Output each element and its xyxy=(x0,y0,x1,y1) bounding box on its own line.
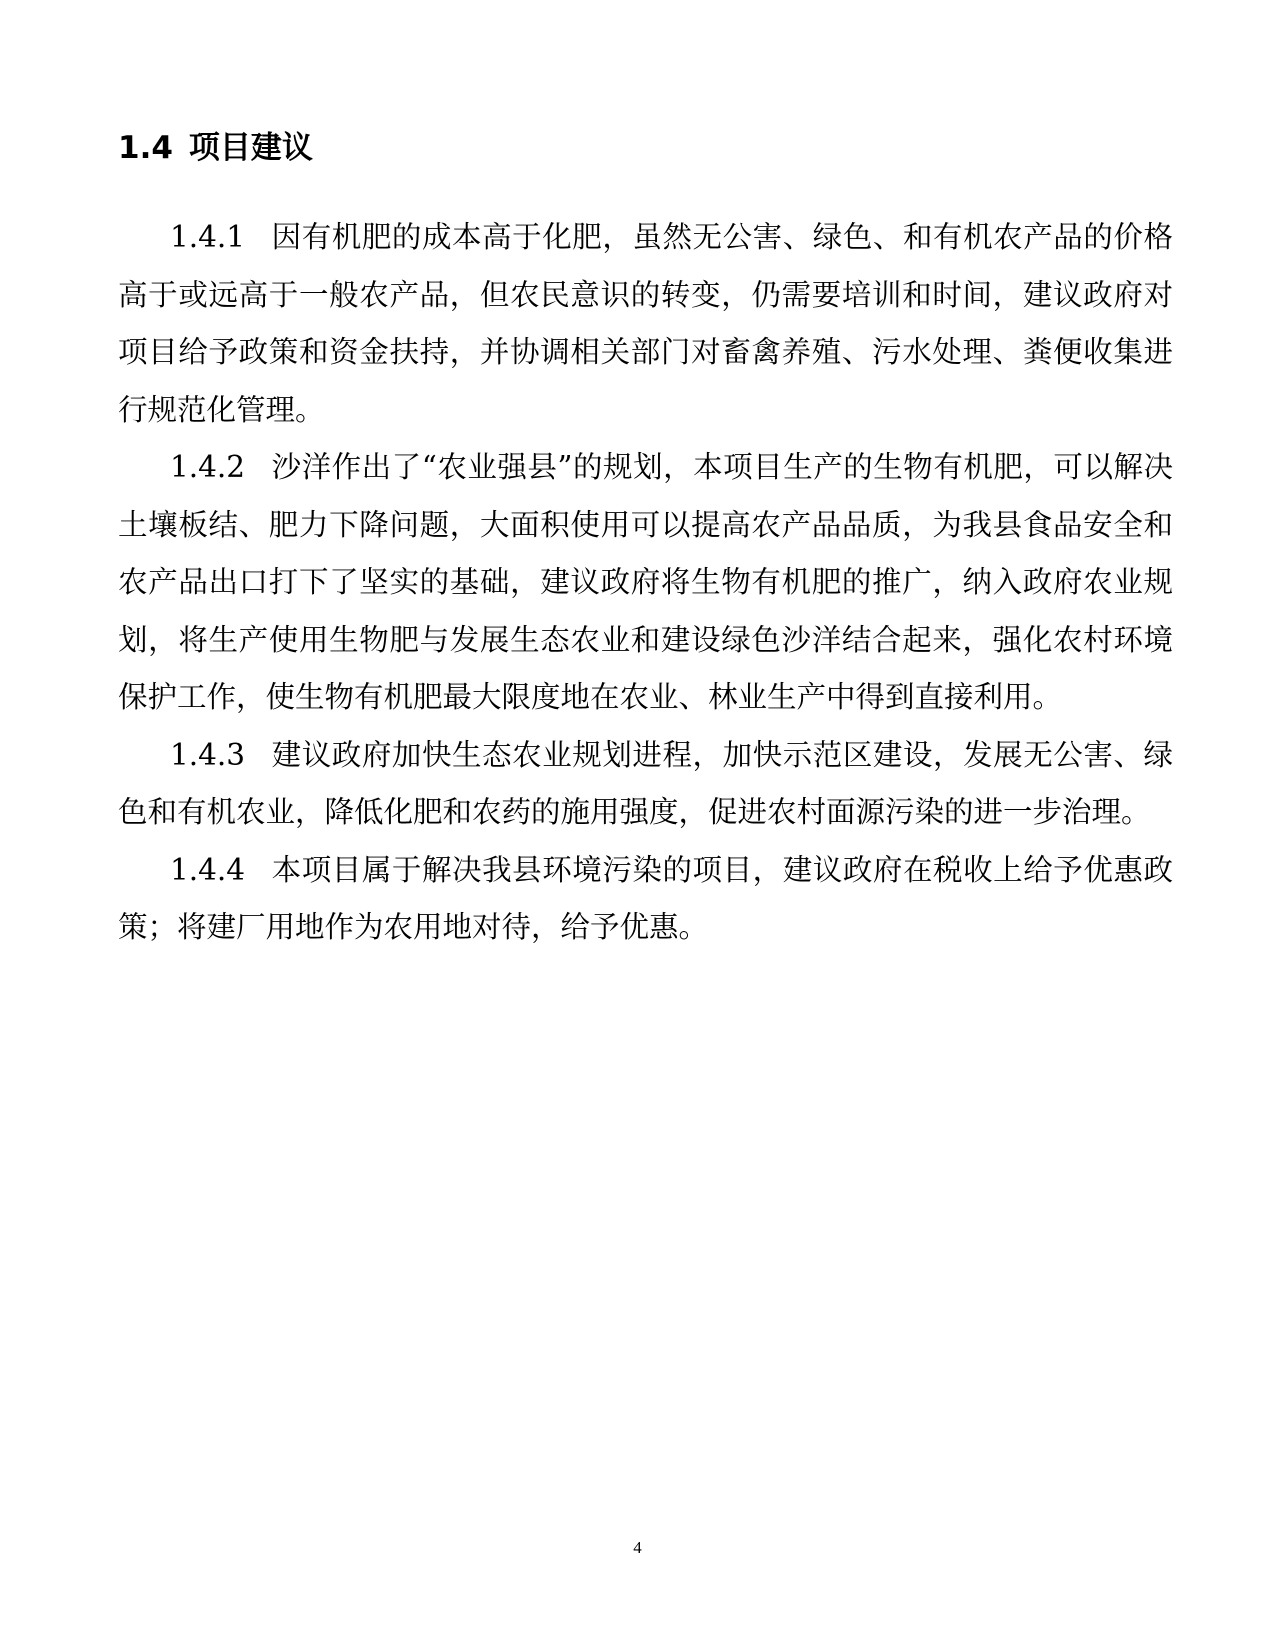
paragraph-number: 1.4.2 xyxy=(170,450,246,484)
body-text xyxy=(118,209,1173,957)
section-title: 项目建议 xyxy=(188,130,313,166)
paragraph-1-4-3 xyxy=(118,727,1173,842)
page-number: 4 xyxy=(633,1538,642,1557)
paragraph-1-4-2 xyxy=(118,439,1173,727)
section-heading xyxy=(118,126,313,170)
paragraph-1-4-4 xyxy=(118,842,1173,957)
paragraph-text: 因有机肥的成本高于化肥，虽然无公害、绿色、和有机农产品的价格高于或远高于一般农产品，但农民意识的转变，仍需要培训和时间，建议政府对项目给予政策和资金扶持，并协调相关部门对畜禽养殖、污水处理、粪便收集进行规范化管理。 xyxy=(118,220,1173,427)
paragraph-1-4-1 xyxy=(118,209,1173,439)
paragraph-number: 1.4.1 xyxy=(170,220,246,254)
paragraph-text: 建议政府加快生态农业规划进程，加快示范区建设，发展无公害、绿色和有机农业，降低化肥和农药的施用强度，促进农村面源污染的进一步治理。 xyxy=(118,737,1173,829)
paragraph-number: 1.4.3 xyxy=(170,737,246,772)
section-number: 1.4 xyxy=(118,130,173,166)
paragraph-text: 本项目属于解决我县环境污染的项目，建议政府在税收上给予优惠政策；将建厂用地作为农用地对待，给予优惠。 xyxy=(118,852,1173,944)
paragraph-text: 沙洋作出了“农业强县”的规划，本项目生产的生物有机肥，可以解决土壤板结、肥力下降问题，大面积使用可以提高农产品品质，为我县食品安全和农产品出口打下了坚实的基础，建议政府将生物有机肥的推广，纳入政府农业规划，将生产使用生物肥与发展生态农业和建设绿色沙洋结合起来，强化农村环境保护工作，使生物有机肥最大限度地在农业、林业生产中得到直接利用。 xyxy=(118,450,1173,714)
paragraph-number: 1.4.4 xyxy=(170,852,246,887)
